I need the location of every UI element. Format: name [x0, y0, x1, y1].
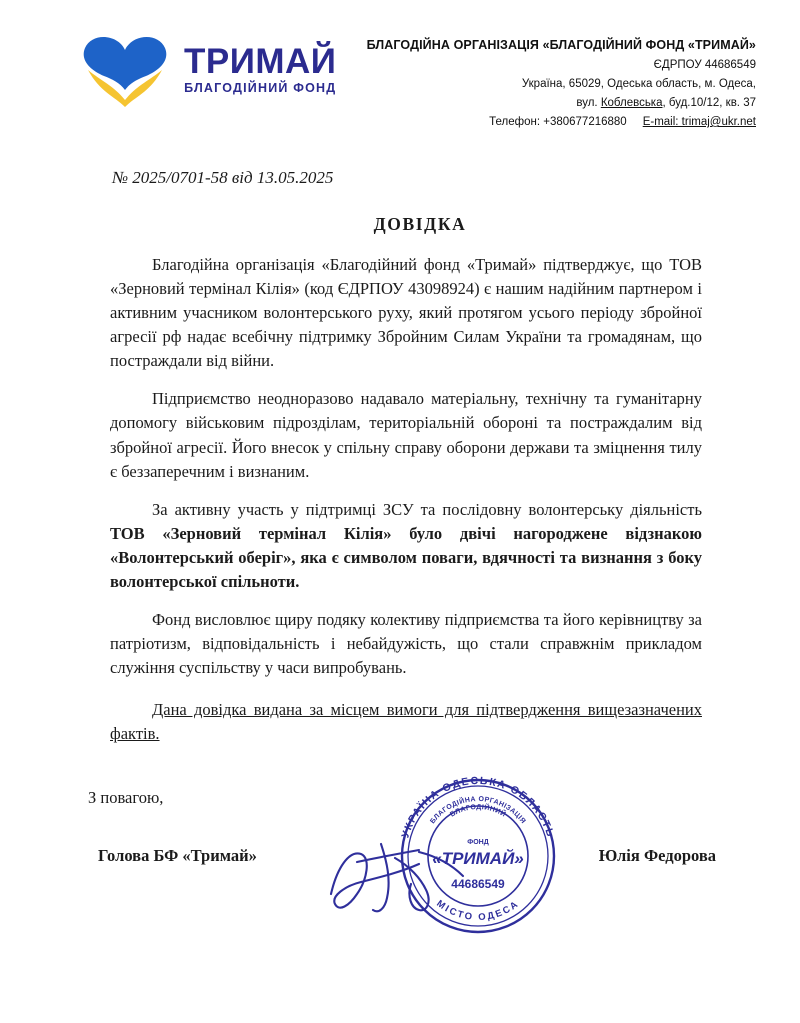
svg-text:УКРАЇНА ОДЕСЬКА ОБЛАСТЬ: УКРАЇНА ОДЕСЬКА ОБЛАСТЬ [399, 776, 557, 840]
organization-phone: Телефон: +380677216880 [489, 116, 627, 128]
organization-contacts [340, 116, 756, 128]
logo-text [184, 41, 337, 95]
letterhead [0, 0, 800, 128]
address-street-suffix: , буд.10/12, кв. 37 [662, 97, 756, 109]
paragraph-purpose: Дана довідка видана за місцем вимоги для підтвердження вищезазначених фактів. [110, 700, 702, 744]
organization-address-line1: Україна, 65029, Одеська область, м. Одеса, [521, 78, 756, 90]
signer-name: Юлія Федорова [598, 846, 716, 866]
organization-details [340, 24, 760, 128]
svg-text:ФОНД: ФОНД [467, 839, 489, 846]
document-number: № 2025/0701-58 від 13.05.2025 [112, 168, 334, 187]
organization-name: БЛАГОДІЙНА ОРГАНІЗАЦІЯ «БЛАГОДІЙНИЙ ФОНД «ТРИМАЙ» [366, 38, 756, 52]
signer-title: Голова БФ «Тримай» [98, 846, 257, 866]
svg-text:МІСТО ОДЕСА: МІСТО ОДЕСА [434, 898, 522, 924]
page-title: ДОВІДКА [373, 214, 467, 234]
logo-subtitle: БЛАГОДІЙНИЙ ФОНД [184, 80, 337, 95]
paragraph-award-bold: ТОВ «Зерновий термінал Кілія» було двічі нагороджене відзнакою «Волонтерський оберіг», яка є символом поваги, вдячності та визнання з боку волонтерської спільноти. [110, 523, 702, 591]
organization-address-line2 [340, 97, 756, 109]
stamp-and-signature [385, 776, 571, 936]
logo-title: ТРИМАЙ [184, 41, 337, 81]
regards-line: З повагою, [88, 788, 164, 808]
svg-text:«ТРИМАЙ»: «ТРИМАЙ» [432, 849, 524, 868]
organization-edrpou: ЄДРПОУ 44686549 [653, 59, 756, 71]
svg-text:БЛАГОДІЙНА ОРГАНІЗАЦІЯ: БЛАГОДІЙНА ОРГАНІЗАЦІЯ [429, 795, 527, 826]
document-body [110, 253, 702, 746]
paragraph-award-lead: За активну участь у підтримці ЗСУ та послідовну волонтерську діяльність [152, 499, 702, 519]
paragraph-award [110, 498, 702, 594]
logo-block [40, 24, 340, 108]
paragraph-thanks: Фонд висловлює щиру подяку колективу підприємства та його керівництву за патріотизм, відповідальність і небайдужість, що стали справжнім прикладом служіння суспільству у часи випробувань. [110, 610, 702, 678]
organization-email[interactable]: E-mail: trimaj@ukr.net [642, 116, 756, 128]
paragraph: Підприємство неодноразово надавало матеріальну, технічну та гуманітарну допомогу військовим підрозділам, територіальній обороні та постраждалим від збройної агресії. Його внесок у спільну справу оборони держави та зміцнення тилу є беззаперечним і визнаним. [110, 389, 702, 481]
official-stamp [385, 776, 571, 941]
paragraph: Благодійна організація «Благодійний фонд «Тримай» підтверджує, що ТОВ «Зерновий термінал Кілія» (код ЄДРПОУ 43098924) є нашим надійним партнером і активним учасником волонтерського руху, який протягом усього періоду збройної агресії рф надає всебічну підтримку Збройним Силам України та громадянам, що постраждали від війни. [110, 255, 702, 371]
heart-logo-icon [78, 30, 174, 108]
svg-text:44686549: 44686549 [451, 877, 505, 891]
svg-text:БЛАГОДІЙНИЙ: БЛАГОДІЙНИЙ [449, 803, 507, 819]
address-street-name: Коблевська [600, 97, 663, 109]
address-street-prefix: вул. [576, 97, 601, 109]
